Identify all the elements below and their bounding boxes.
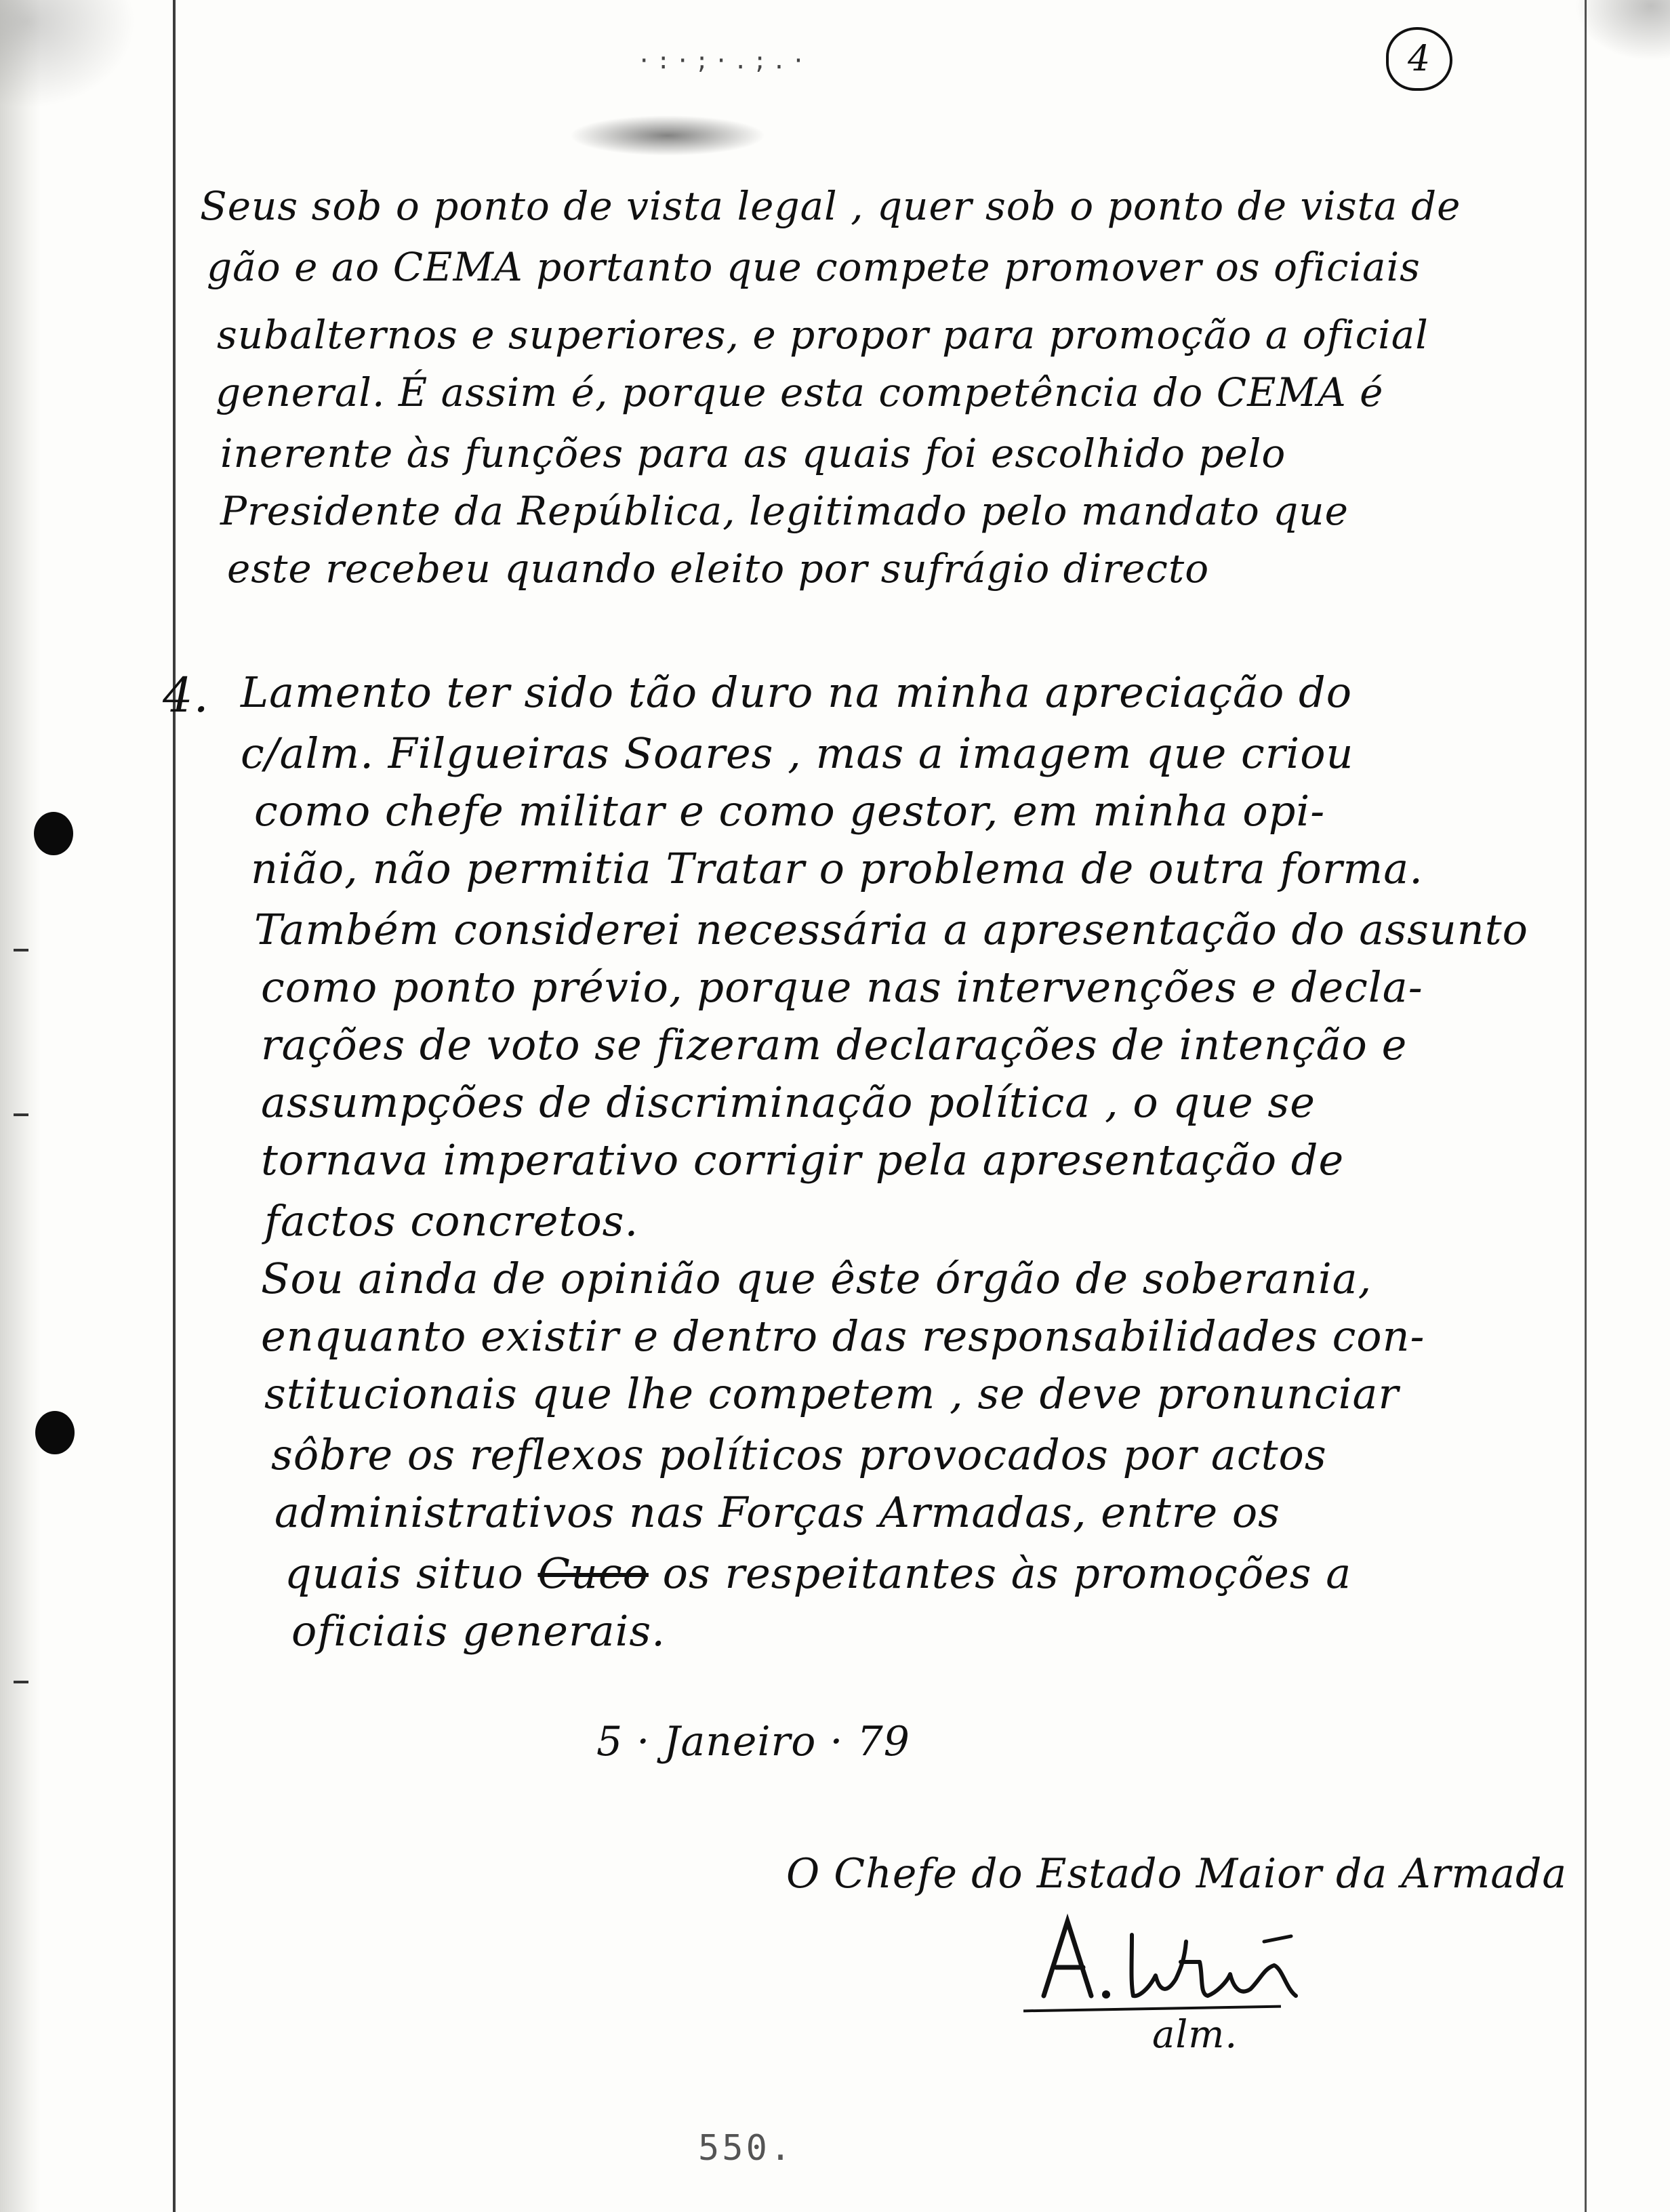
- text-line: [285, 1549, 1351, 1598]
- closing-title: O Chefe do Estado Maior da Armada: [786, 1850, 1568, 1898]
- text-line: stitucionais que lhe competem , se deve pronunciar: [264, 1369, 1400, 1418]
- text-line: oficiais generais.: [291, 1606, 666, 1656]
- scan-corner-smudge-right: [1575, 0, 1670, 61]
- text-line: c/alm. Filgueiras Soares , mas a imagem que criou: [241, 729, 1354, 778]
- text-line: subalternos e superiores, e propor para promoção a oficial: [217, 312, 1429, 358]
- item-number: 4.: [163, 668, 209, 723]
- text-line: este recebeu quando eleito por sufrágio directo: [227, 546, 1210, 592]
- left-margin-line: [173, 0, 176, 2212]
- margin-tick: [14, 949, 28, 951]
- text-line: factos concretos.: [264, 1196, 639, 1246]
- right-margin-line: [1585, 0, 1587, 2212]
- text-line: como chefe militar e como gestor, em minha opi-: [254, 786, 1326, 836]
- text-line: general. É assim é, porque esta competência do CEMA é: [216, 369, 1384, 415]
- text-fragment: os respeitantes às promoções a: [662, 1549, 1352, 1598]
- signature-rank: alm.: [1152, 2013, 1238, 2057]
- document-date: 5 · Janeiro · 79: [596, 1718, 910, 1765]
- page-number: 4: [1386, 27, 1452, 91]
- text-line: enquanto existir e dentro das responsabilidades con-: [261, 1311, 1425, 1361]
- punch-hole-bottom: [35, 1411, 75, 1454]
- punch-hole-top: [34, 812, 73, 855]
- text-line: Presidente da República, legitimado pelo mandato que: [220, 488, 1349, 534]
- scan-corner-smudge: [0, 0, 136, 108]
- text-line: tornava imperativo corrigir pela apresentação de: [261, 1135, 1345, 1185]
- header-mark: ·:·;·.;.·: [637, 47, 811, 75]
- text-line: administrativos nas Forças Armadas, entre os: [274, 1488, 1280, 1537]
- scan-edge-shadow: [0, 0, 41, 2212]
- text-line: Lamento ter sido tão duro na minha apreciação do: [241, 668, 1353, 717]
- margin-tick: [14, 1113, 28, 1116]
- text-line: sôbre os reflexos políticos provocados por actos: [271, 1430, 1327, 1479]
- text-line: inerente às funções para as quais foi escolhido pelo: [220, 430, 1286, 476]
- text-line: Também considerei necessária a apresentação do assunto: [254, 905, 1528, 954]
- text-line: Seus sob o ponto de vista legal , quer sob o ponto de vista de: [200, 183, 1461, 229]
- text-line: Sou ainda de opinião que êste órgão de soberania,: [261, 1254, 1372, 1303]
- footer-mark: 550.: [698, 2128, 794, 2169]
- margin-tick: [14, 1681, 28, 1683]
- text-line: como ponto prévio, porque nas intervenções e decla-: [261, 962, 1423, 1012]
- faded-stamp: [569, 115, 766, 156]
- text-line: nião, não permitia Tratar o problema de outra forma.: [251, 844, 1423, 893]
- text-line: rações de voto se fizeram declarações de intenção e: [261, 1020, 1408, 1069]
- text-line: assumpções de discriminação política , o que se: [261, 1078, 1316, 1127]
- text-fragment: quais situo: [285, 1549, 524, 1598]
- text-line: gão e ao CEMA portanto que compete promover os oficiais: [207, 244, 1421, 290]
- struck-word: Cuco: [537, 1549, 649, 1598]
